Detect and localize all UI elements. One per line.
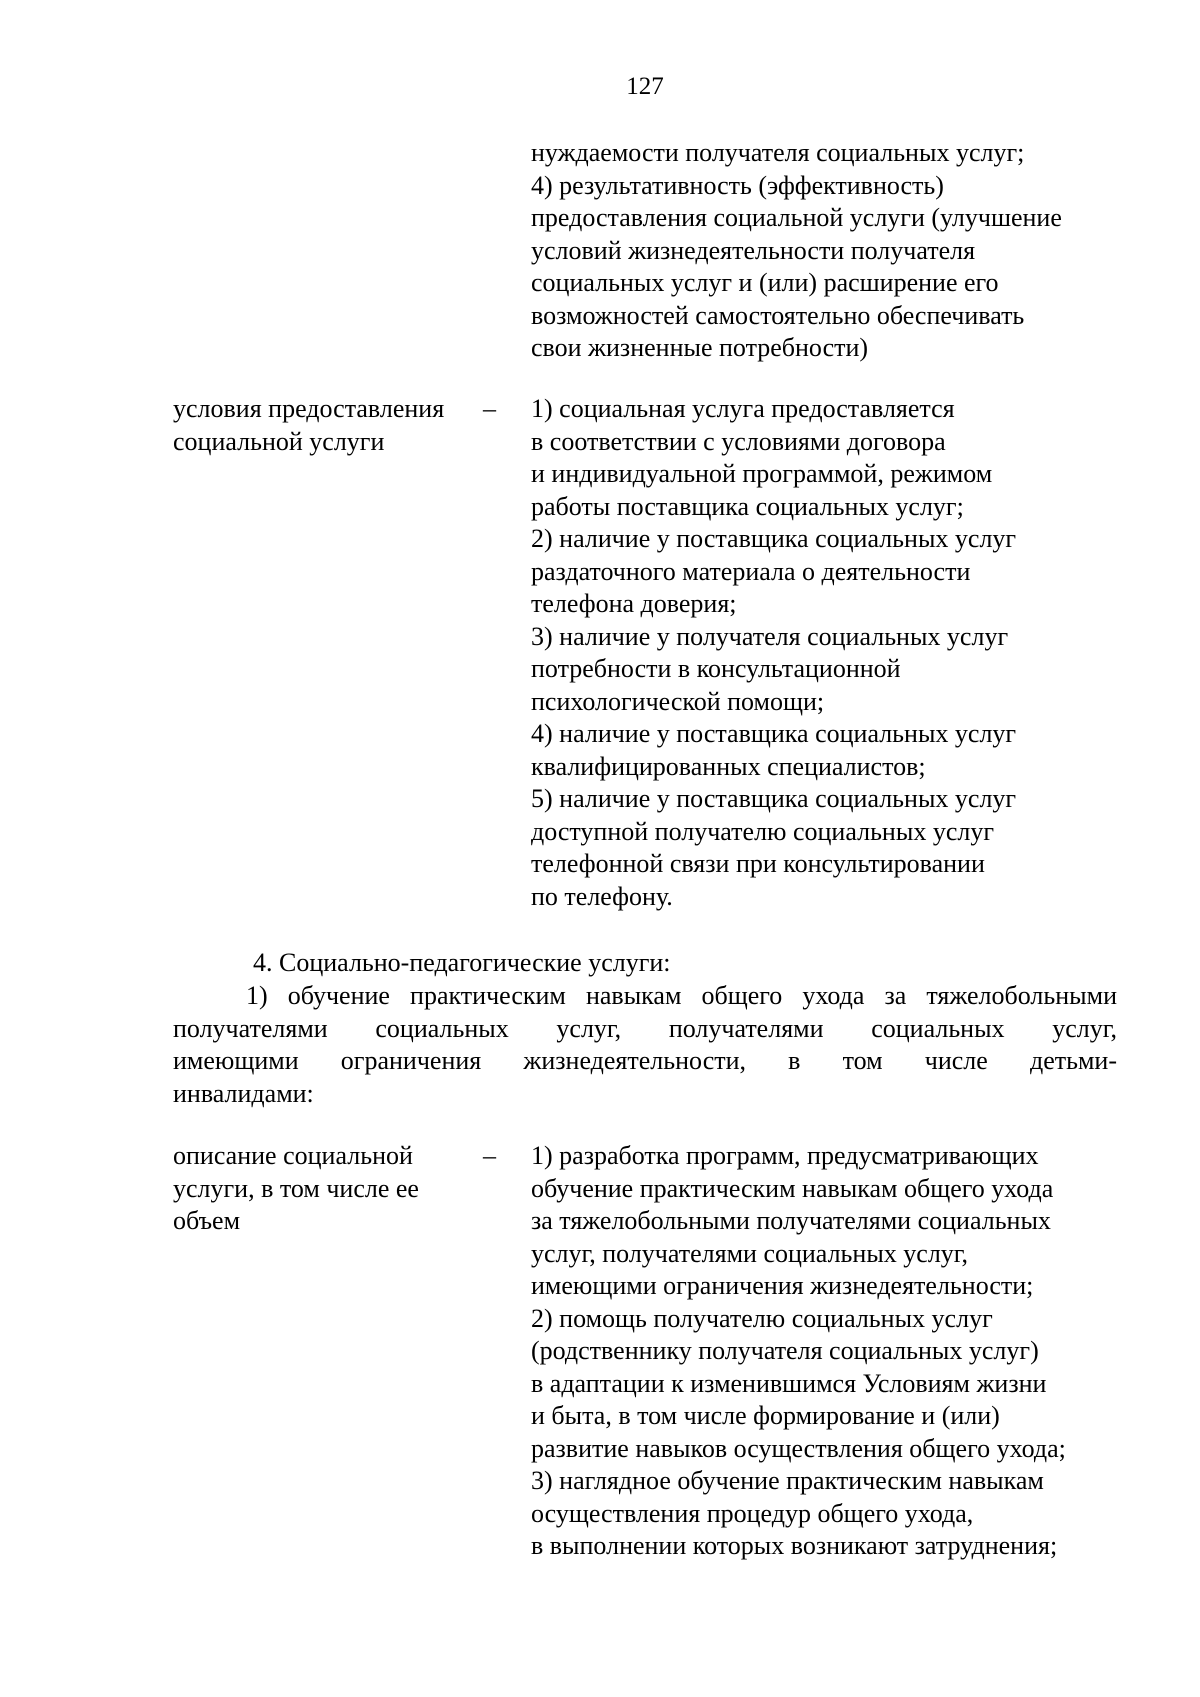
definition-line: социальных услуг и (или) расширение его <box>531 268 999 297</box>
definition-line: раздаточного материала о деятельности <box>531 556 971 586</box>
definition-line: услуг, получателями социальных услуг, <box>531 1238 969 1268</box>
term-line: социальной услуги <box>173 426 385 456</box>
paragraph-line: имеющими ограничения жизнедеятельности, в том числе детьми- <box>173 1046 1117 1075</box>
definition-line: психологической помощи; <box>531 686 825 716</box>
term-line: услуги, в том числе ее <box>173 1173 419 1203</box>
conditions-dash: – <box>483 394 496 423</box>
definition-line: по телефону. <box>531 881 673 911</box>
definition-line: возможностей самостоятельно обеспечивать <box>531 300 1025 330</box>
definition-line: имеющими ограничения жизнедеятельности; <box>531 1271 1034 1300</box>
definition-line: доступной получателю социальных услуг <box>531 816 994 846</box>
definition-line: 3) наличие у получателя социальных услуг <box>531 621 1009 651</box>
definition-line: развитие навыков осуществления общего ухода; <box>531 1433 1066 1463</box>
paragraph-line: 1) обучение практическим навыкам общего ухода за тяжелобольными <box>246 981 1117 1010</box>
definition-line: 5) наличие у поставщика социальных услуг <box>531 784 1017 813</box>
paragraph-line: получателями социальных услуг, получателями социальных услуг, <box>173 1013 1117 1043</box>
definition-line: 2) помощь получателю социальных услуг <box>531 1303 993 1333</box>
paragraph-line: инвалидами: <box>173 1078 314 1108</box>
definition-line: телефонной связи при консультировании <box>531 849 985 878</box>
description-term <box>173 1140 473 1238</box>
definition-line: в выполнении которых возникают затруднения; <box>531 1531 1058 1560</box>
definition-line: в адаптации к изменившимся Условиям жизни <box>531 1368 1047 1398</box>
definition-line: потребности в консультационной <box>531 654 901 683</box>
definition-line: условий жизнедеятельности получателя <box>531 235 976 265</box>
definition-line: 3) наглядное обучение практическим навыкам <box>531 1466 1044 1495</box>
section-paragraph <box>173 980 1117 1110</box>
term-line: объем <box>173 1206 241 1235</box>
page-number: 127 <box>626 73 664 100</box>
description-dash: – <box>483 1141 496 1170</box>
definition-line: 4) наличие у поставщика социальных услуг <box>531 719 1017 748</box>
definition-line: 2) наличие у поставщика социальных услуг <box>531 524 1017 553</box>
definition-line: за тяжелобольными получателями социальных <box>531 1206 1051 1235</box>
description-definition <box>531 1140 1131 1563</box>
conditions-term <box>173 393 473 458</box>
definition-line: квалифицированных специалистов; <box>531 751 926 781</box>
definition-line: и индивидуальной программой, режимом <box>531 459 993 488</box>
definition-line: 4) результативность (эффективность) <box>531 170 944 200</box>
definition-line: нуждаемости получателя социальных услуг; <box>531 138 1025 167</box>
definition-line: осуществления процедур общего ухода, <box>531 1498 974 1528</box>
definition-line: 1) социальная услуга предоставляется <box>531 394 955 423</box>
term-line: условия предоставления <box>173 394 445 423</box>
conditions-definition <box>531 393 1131 913</box>
term-line: описание социальной <box>173 1141 413 1170</box>
definition-line: свои жизненные потребности) <box>531 333 869 362</box>
definition-line: работы поставщика социальных услуг; <box>531 491 964 521</box>
definition-line: (родственнику получателя социальных услуг) <box>531 1336 1039 1365</box>
section-title: 4. Социально-педагогические услуги: <box>253 948 671 977</box>
definition-line: телефона доверия; <box>531 589 737 618</box>
definition-line: обучение практическим навыкам общего ухода <box>531 1173 1054 1203</box>
definition-line: предоставления социальной услуги (улучшение <box>531 203 1062 232</box>
definition-line: и быта, в том числе формирование и (или) <box>531 1401 1000 1430</box>
definition-line: 1) разработка программ, предусматривающих <box>531 1141 1039 1170</box>
definition-line: в соответствии с условиями договора <box>531 426 946 456</box>
continuation-definition <box>531 137 1131 365</box>
